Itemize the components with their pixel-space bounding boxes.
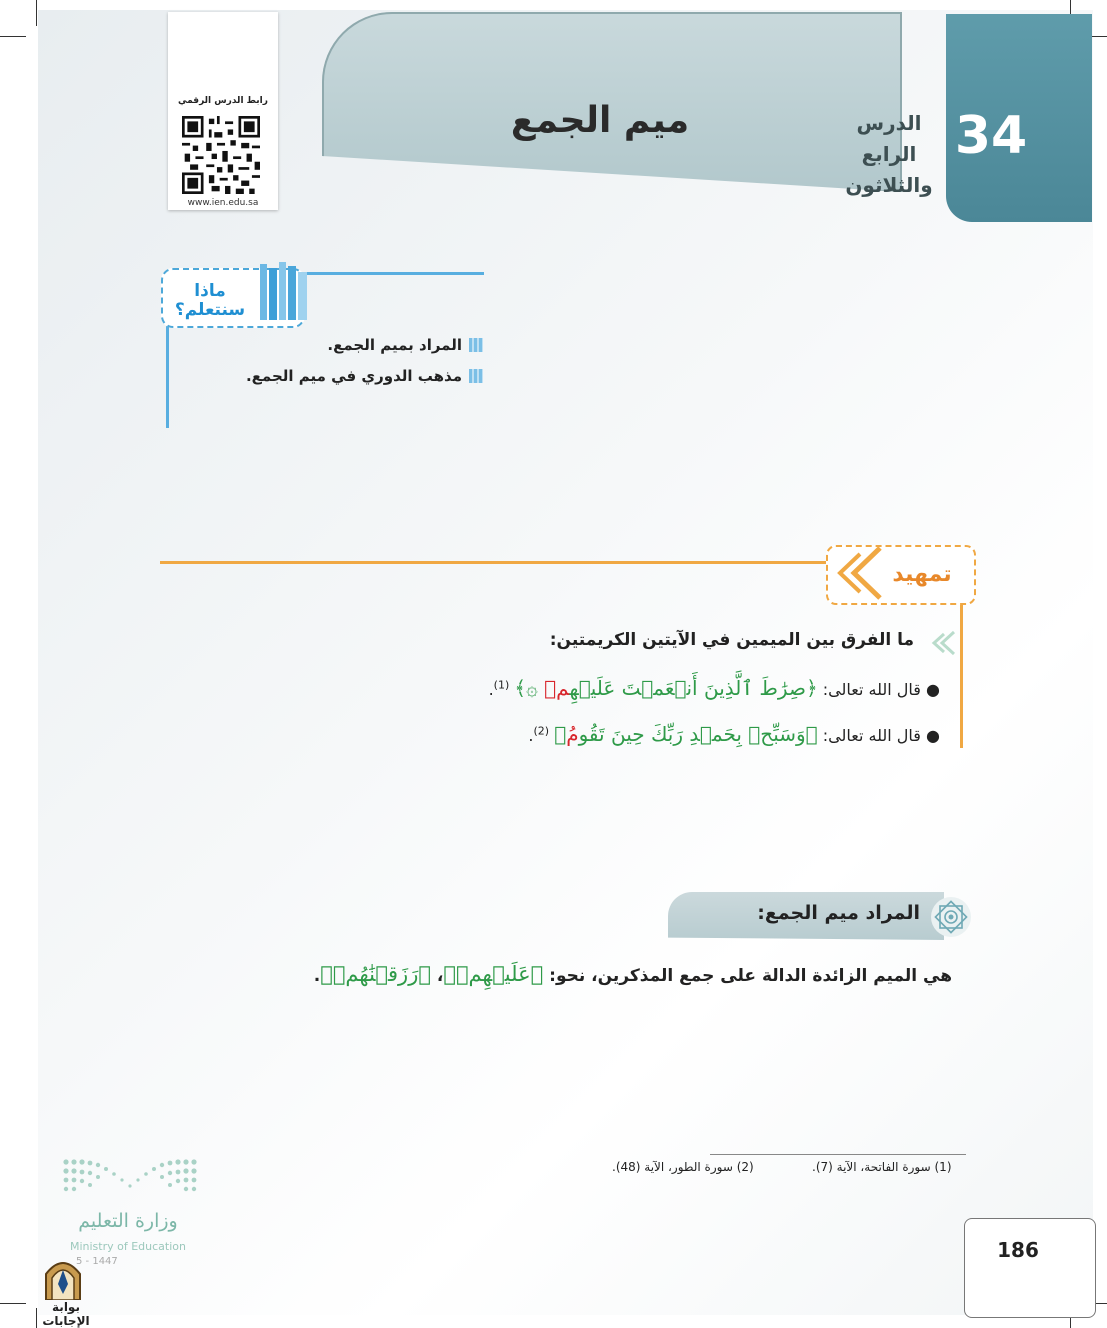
digital-lesson-card[interactable] <box>168 12 278 210</box>
page-number-box <box>964 1218 1096 1318</box>
bullet-icon <box>469 338 483 352</box>
bullet-dot: ● <box>926 726 940 745</box>
verse-line <box>488 676 940 700</box>
lesson-ordinal-line1: الدرس الرابع <box>856 111 922 166</box>
crop-mark <box>0 36 26 37</box>
lesson-ordinal-line2: والثلاثون <box>845 173 933 197</box>
verse-text: صِرَٰطَ ٱلَّذِينَ أَنۡعَمۡتَ عَلَيۡهِ <box>569 676 806 700</box>
ornament-icon <box>930 896 972 938</box>
verse-bracket: ﴾ <box>514 676 527 700</box>
verse-text: وَسَبِّحۡ بِحَمۡدِ رَبِّكَ حِينَ تَقُو <box>578 722 806 746</box>
verse-highlight: مۡ <box>544 676 570 700</box>
lesson-title: ميم الجمع <box>510 100 690 141</box>
quran-example: ﴿رَزَقۡنَٰهُمۡ﴾ <box>320 962 431 986</box>
verse-highlight: مُ <box>566 722 579 746</box>
objectives-heading-line2: سنتعلم؟ <box>174 300 246 320</box>
ministry-logo-icon <box>60 1156 200 1198</box>
verse-line <box>520 722 940 746</box>
intro-side-rule <box>960 600 963 748</box>
footnote: (2) سورة الطور، الآية (48). <box>612 1160 754 1174</box>
verse-bracket: ﴾ <box>554 722 567 746</box>
line-end: . <box>313 966 321 986</box>
ministry-name-arabic: وزارة التعليم <box>78 1210 178 1232</box>
ministry-year: 5 - 1447 <box>76 1256 118 1267</box>
qr-url[interactable]: www.ien.edu.sa <box>187 198 259 208</box>
verse-bracket: ﴿ <box>805 722 818 746</box>
footnote-rule <box>710 1154 966 1155</box>
objective-item: مذهب الدوري في ميم الجمع. <box>245 367 462 385</box>
bullet-dot: ● <box>926 680 940 699</box>
double-chevron-icon <box>828 546 882 600</box>
separator: ، <box>436 966 444 986</box>
lesson-ordinal <box>832 108 946 201</box>
definition-text <box>300 962 952 986</box>
page-number: 186 <box>997 1238 1039 1262</box>
objectives-heading-line1: ماذا <box>194 281 226 301</box>
crop-mark <box>0 1303 26 1304</box>
line-end: . <box>528 726 534 745</box>
objective-item: المراد بميم الجمع. <box>327 336 462 354</box>
verse-prefix: قال الله تعالى: <box>822 680 921 699</box>
qr-code-icon[interactable] <box>182 116 260 194</box>
quran-verse <box>554 722 817 746</box>
intro-heading: تمهيد <box>892 562 952 587</box>
objectives-rule <box>306 272 484 275</box>
intro-question: ما الفرق بين الميمين في الآيتين الكريمتين: <box>549 630 914 650</box>
verse-bracket: ﴿ <box>805 676 818 700</box>
bullet-icon <box>469 369 483 383</box>
ministry-name-english: Ministry of Education <box>69 1240 186 1253</box>
chevron-icon <box>924 630 956 656</box>
verse-ayah-mark: ۞ <box>526 676 545 700</box>
qr-label: رابط الدرس الرقمي <box>178 96 268 106</box>
footnote-ref: (2) <box>533 724 550 738</box>
lesson-number: 34 <box>954 106 1028 166</box>
objectives-heading <box>168 282 252 320</box>
section-title: المراد ميم الجمع: <box>757 902 920 924</box>
footnote: (1) سورة الفاتحة، الآية (7). <box>812 1160 952 1174</box>
line-end: . <box>488 680 494 699</box>
crop-mark <box>36 0 37 26</box>
footnote-ref: (1) <box>493 678 510 692</box>
books-icon <box>258 260 310 320</box>
mosque-logo-icon <box>42 1256 84 1300</box>
quran-example: ﴿عَلَيۡهِمۡ﴾ <box>443 962 544 986</box>
quran-verse <box>514 676 817 700</box>
verse-prefix: قال الله تعالى: <box>822 726 921 745</box>
watermark-text: بوابة الإجابات <box>42 1300 90 1328</box>
intro-rule <box>160 561 830 564</box>
definition-body: هي الميم الزائدة الدالة على جمع المذكرين، نحو: <box>549 966 952 986</box>
objectives-side-rule <box>166 322 169 428</box>
